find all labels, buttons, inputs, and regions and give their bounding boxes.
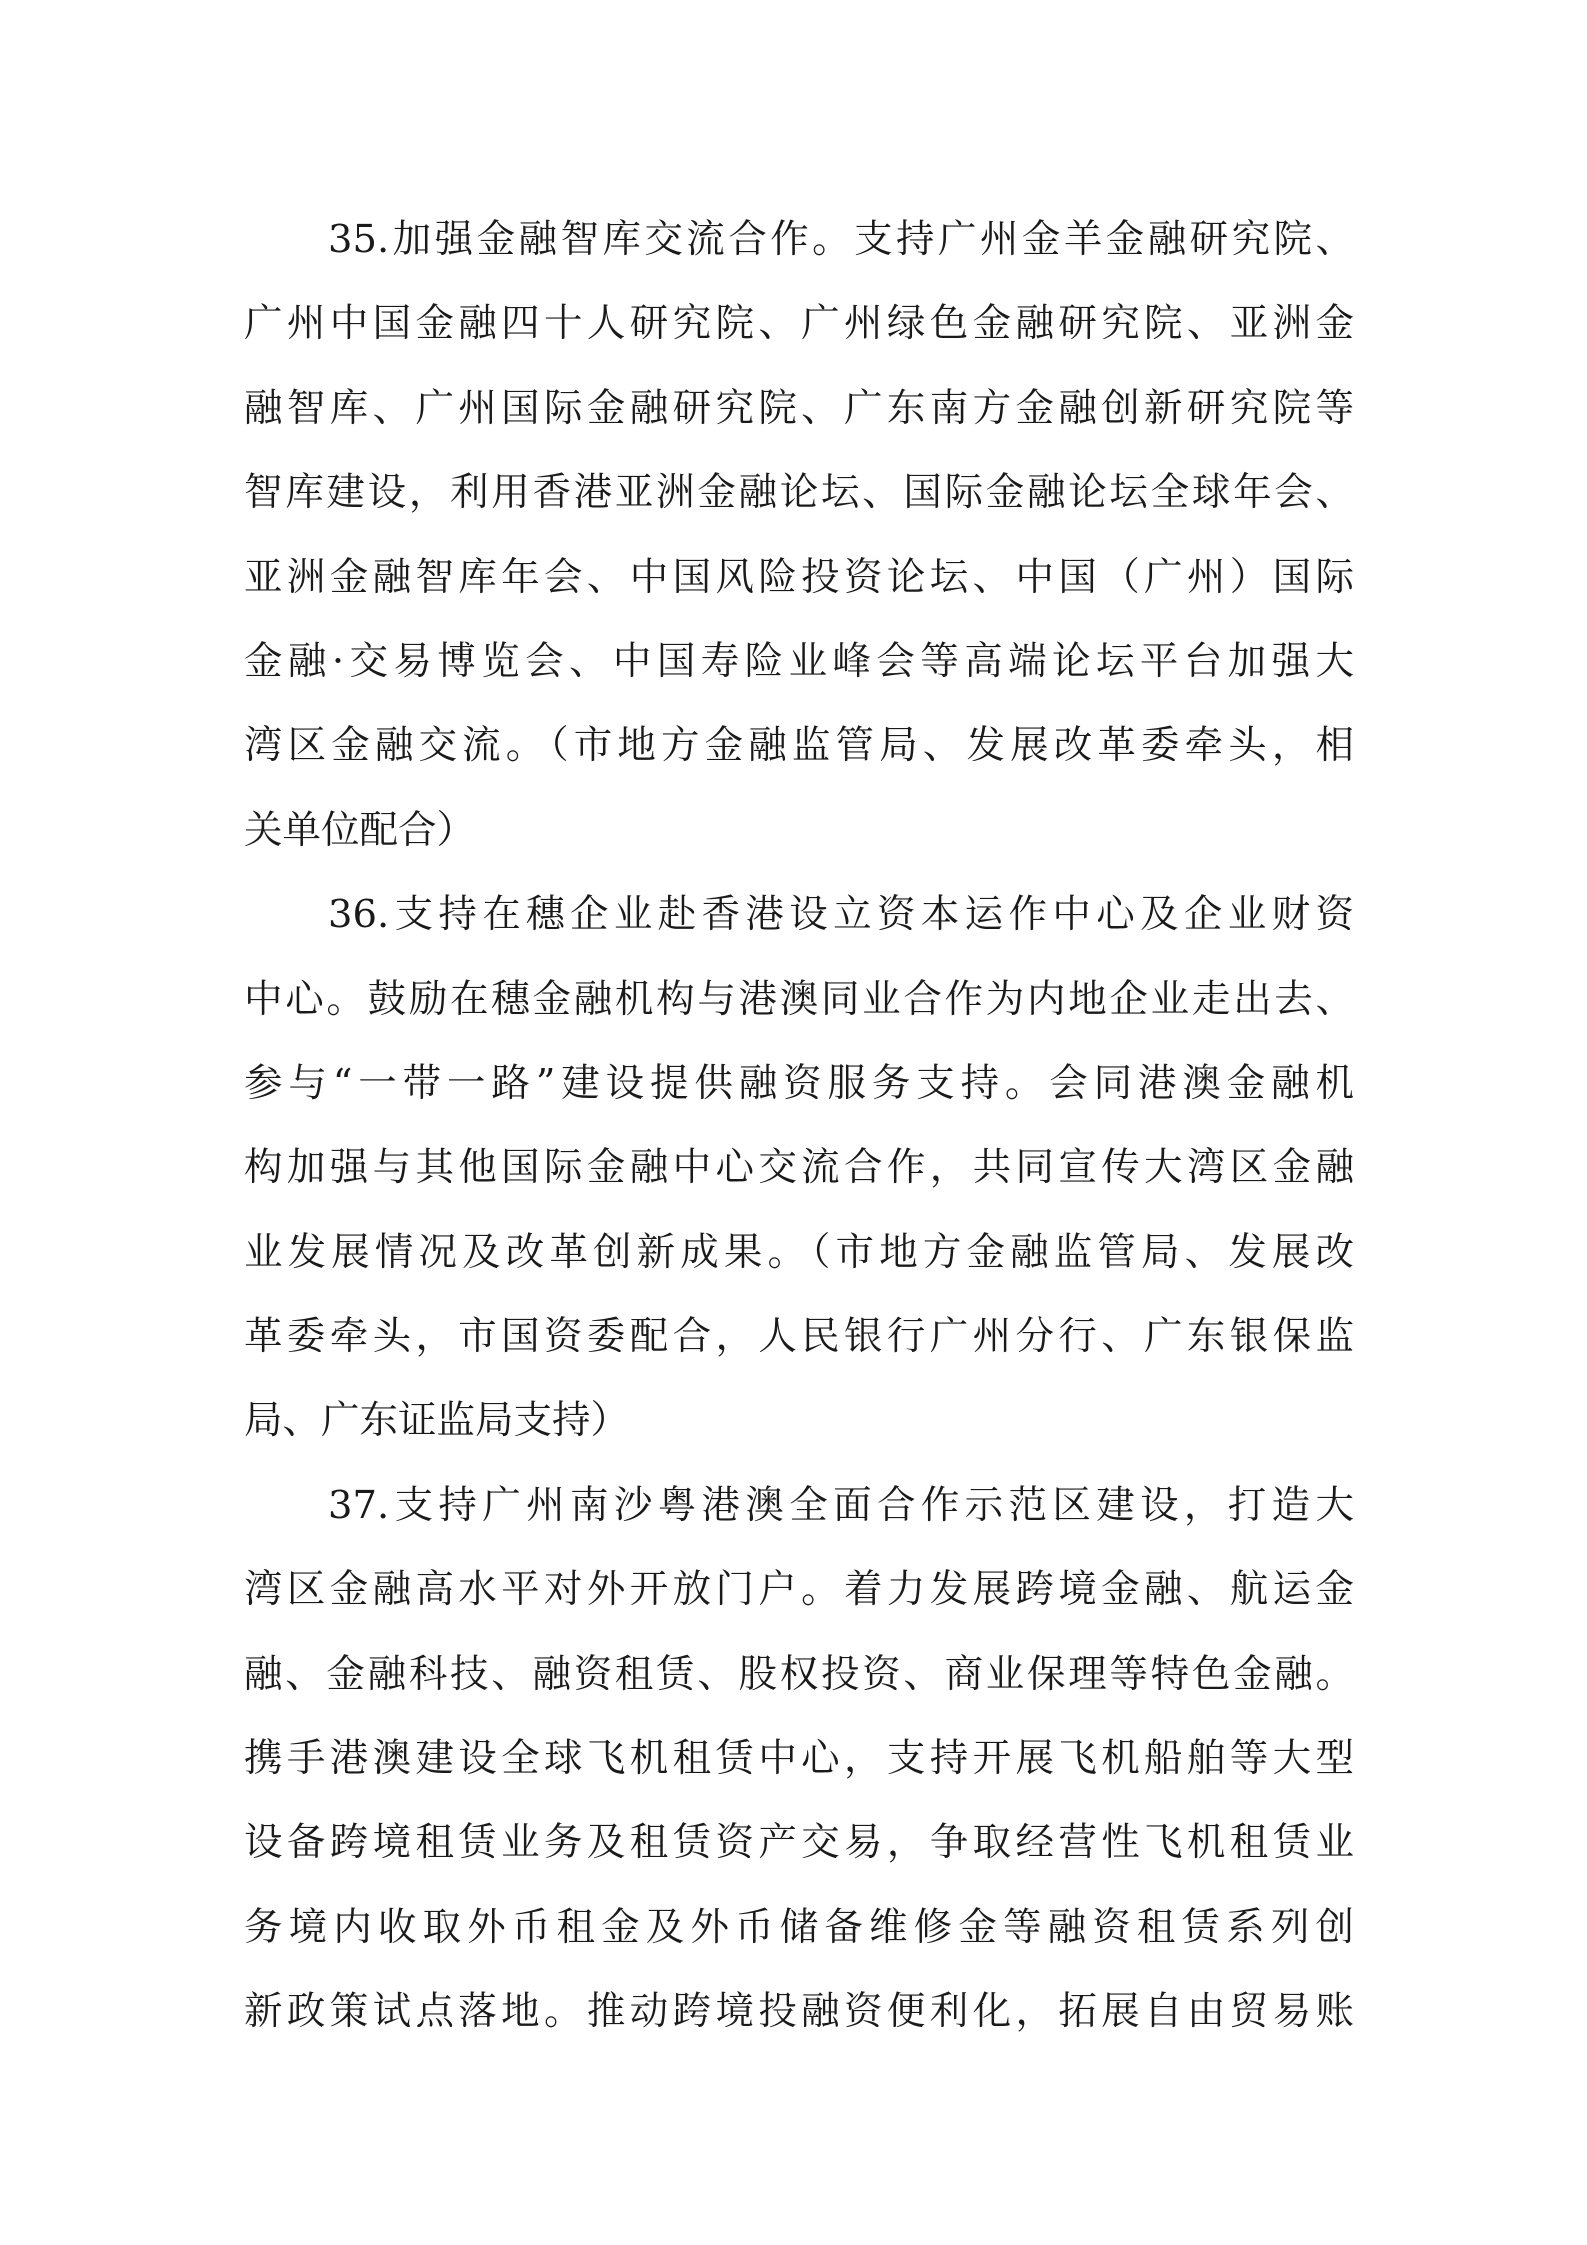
paragraph-35-line: 亚洲金融智库年会、中国风险投资论坛、中国（广州）国际 [244,554,1354,600]
paragraph-37-line: 务境内收取外币租金及外币储备维修金等融资租赁系列创 [244,1904,1354,1950]
paragraph-37-line: 37.支持广州南沙粤港澳全面合作示范区建设，打造大 [328,1482,1354,1528]
paragraph-36-line: 革委牵头，市国资委配合，人民银行广州分行、广东银保监 [244,1314,1354,1360]
paragraph-36-line: 中心。鼓励在穗金融机构与港澳同业合作为内地企业走出去、 [244,976,1354,1022]
paragraph-36-line: 局、广东证监局支持） [244,1398,630,1444]
paragraph-36-line: 构加强与其他国际金融中心交流合作，共同宣传大湾区金融 [244,1145,1354,1191]
paragraph-35-line: 融智库、广州国际金融研究院、广东南方金融创新研究院等 [244,385,1354,431]
paragraph-36-line: 参与“一带一路”建设提供融资服务支持。会同港澳金融机 [244,1060,1354,1106]
paragraph-37-line: 携手港澳建设全球飞机租赁中心，支持开展飞机船舶等大型 [244,1736,1354,1782]
paragraph-37-line: 设备跨境租赁业务及租赁资产交易，争取经营性飞机租赁业 [244,1820,1354,1866]
paragraph-35-line: 35.加强金融智库交流合作。支持广州金羊金融研究院、 [328,217,1354,262]
paragraph-35-line: 广州中国金融四十人研究院、广州绿色金融研究院、亚洲金 [244,301,1354,347]
paragraph-36-line: 业发展情况及改革创新成果。（市地方金融监管局、发展改 [244,1229,1354,1275]
paragraph-35-line: 智库建设，利用香港亚洲金融论坛、国际金融论坛全球年会、 [244,470,1354,516]
document-body [244,198,1354,2055]
paragraph-35-line: 湾区金融交流。（市地方金融监管局、发展改革委牵头，相 [244,723,1354,769]
paragraph-37-line: 融、金融科技、融资租赁、股权投资、商业保理等特色金融。 [244,1651,1354,1697]
paragraph-37-line: 湾区金融高水平对外开放门户。着力发展跨境金融、航运金 [244,1567,1354,1613]
paragraph-36-line: 36.支持在穗企业赴香港设立资本运作中心及企业财资 [328,892,1354,938]
paragraph-37-line: 新政策试点落地。推动跨境投融资便利化，拓展自由贸易账 [244,1989,1354,2035]
paragraph-35-line: 关单位配合） [244,807,476,853]
paragraph-35-line: 金融·交易博览会、中国寿险业峰会等高端论坛平台加强大 [244,638,1354,684]
